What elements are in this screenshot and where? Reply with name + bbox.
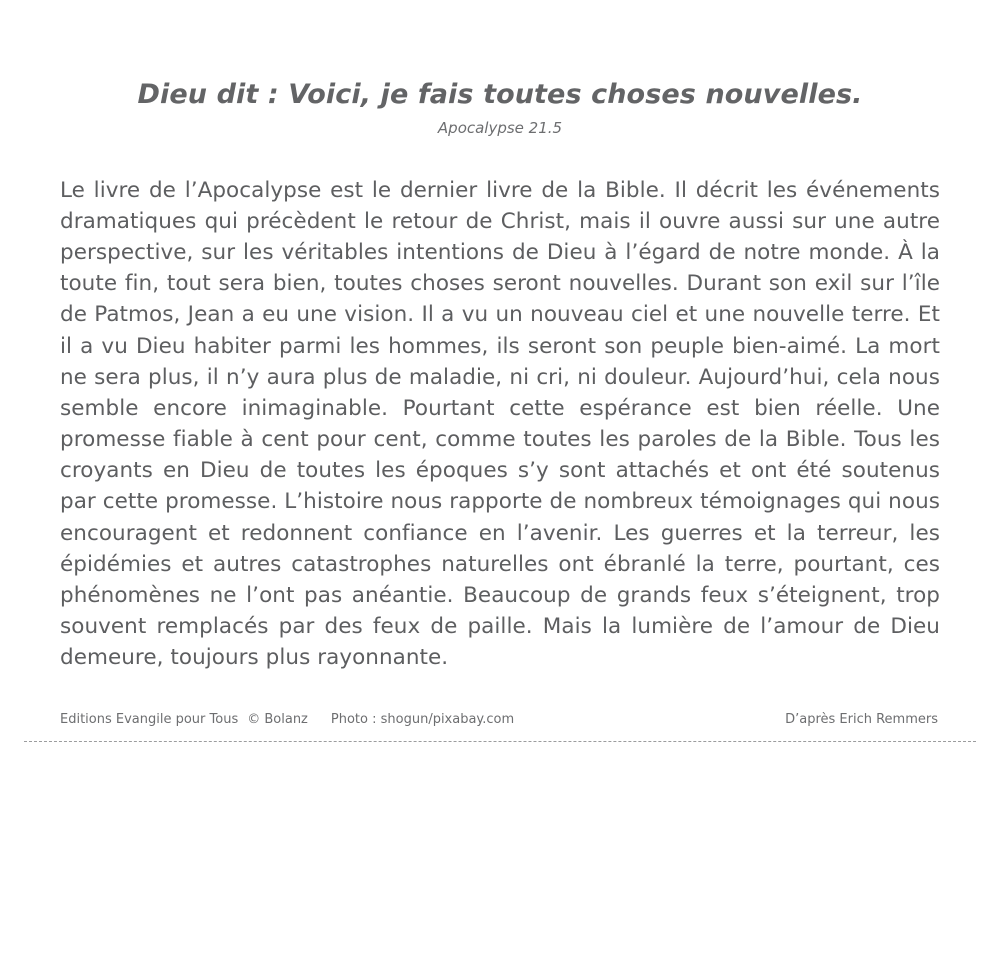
body-paragraph: Le livre de l’Apocalypse est le dernier livre de la Bible. Il décrit les événements dramatiques qui précèdent le retour de Christ, mais il ouvre aussi sur une autre perspective, sur les véritables intentions de Dieu à l’égard de notre monde. À la toute fin, tout sera bien, toutes choses seront nouvelles. Durant son exil sur l’île de Patmos, Jean a eu une vision. Il a vu un nouveau ciel et une nouvelle terre. Et il a vu Dieu habiter parmi les hommes, ils seront son peuple bien-aimé. La mort ne sera plus, il n’y aura plus de maladie, ni cri, ni douleur. Aujourd’hui, cela nous semble encore inimaginable. Pourtant cette espérance est bien réelle. Une promesse fiable à cent pour cent, comme toutes les paroles de la Bible. Tous les croyants en Dieu de toutes les époques s’y sont attachés et ont été soutenus par cette promesse. L’histoire nous rapporte de nombreux témoignages qui nous encouragent et redonnent confiance en l’avenir. Les guerres et la terreur, les épidémies et autres catastrophes naturelles ont ébranlé la terre, pourtant, ces phénomènes ne l’ont pas anéantie. Beaucoup de grands feux s’éteignent, trop souvent remplacés par des feux de paille. Mais la lumière de l’amour de Dieu demeure, toujours plus rayonnante. <box>60 177 940 671</box>
verse-reference: Apocalypse 21.5 <box>437 118 563 137</box>
footer-publisher: Editions Evangile pour Tous <box>60 712 239 727</box>
page-title: Dieu dit : Voici, je fais toutes choses nouvelles. <box>137 79 863 110</box>
cut-line-divider <box>24 741 976 742</box>
footer-photo-credit: Photo : shogun/pixabay.com <box>330 712 515 727</box>
footer-author-credit: D’après Erich Remmers <box>785 712 938 727</box>
footer <box>60 712 938 727</box>
footer-copyright: © Bolanz <box>247 712 308 727</box>
document-content <box>60 78 940 674</box>
footer-credits <box>60 712 514 727</box>
